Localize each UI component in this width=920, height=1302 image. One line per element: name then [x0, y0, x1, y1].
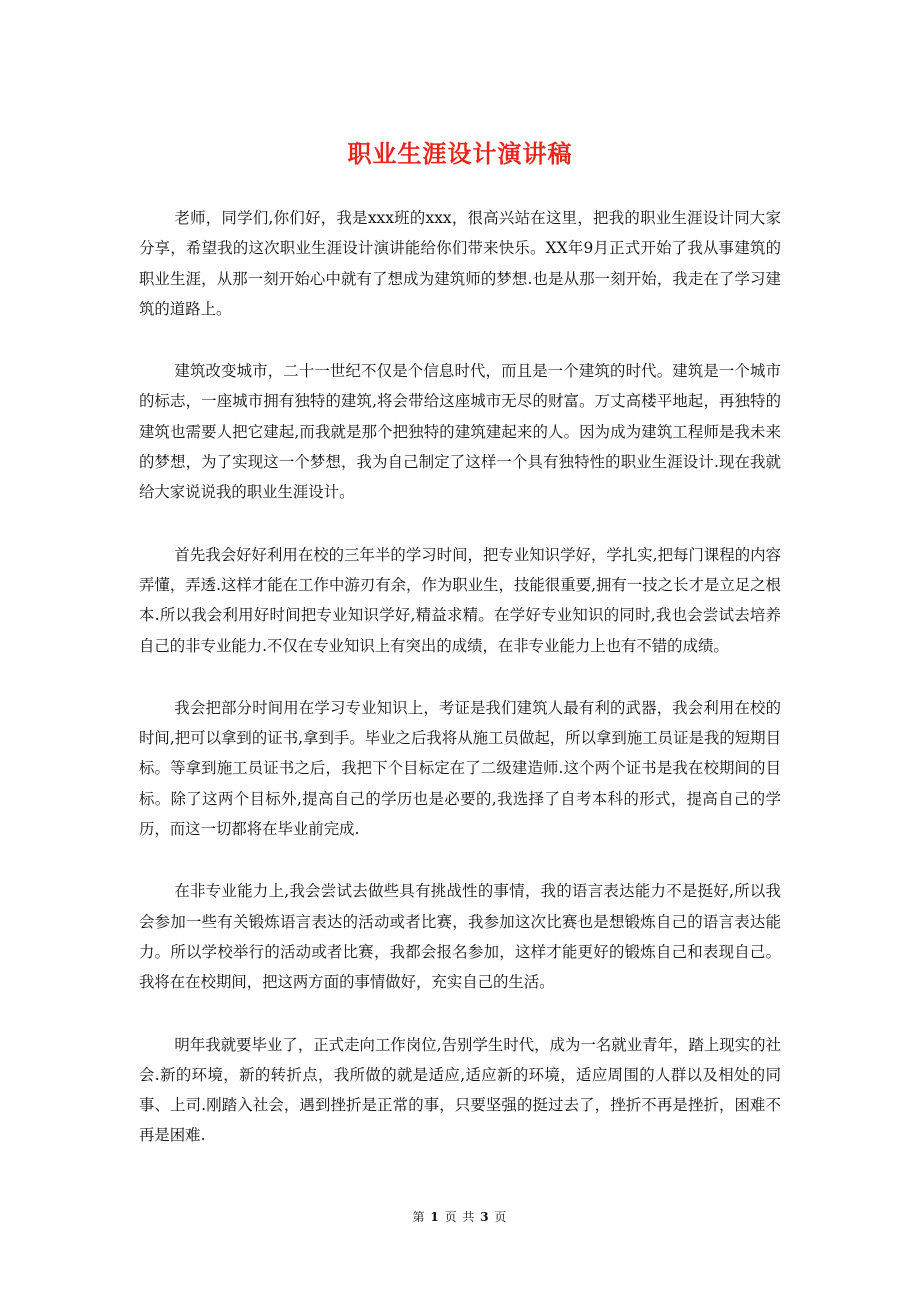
page-footer [0, 1208, 920, 1225]
current-page-number: 1 [430, 1210, 440, 1224]
paragraph: 在非专业能力上,我会尝试去做些具有挑战性的事情，我的语言表达能力不是挺好,所以我会参加一些有关锻炼语言表达的活动或者比赛，我参加这次比赛也是想锻炼自己的语言表达能力。所以学校举行的活动或者比赛，我都会报名参加，这样才能更好的锻炼自己和表现自己。我将在在校期间，把这两方面的事情做好，充实自己的生活。 [139, 882, 781, 992]
footer-suffix: 页 [494, 1210, 508, 1224]
paragraph: 老师，同学们,你们好，我是xxx班的xxx，很高兴站在这里，把我的职业生涯设计同大家分享，希望我的这次职业生涯设计演讲能给你们带来快乐。XX年9月正式开始了我从事建筑的职业生涯，从那一刻开始心中就有了想成为建筑师的梦想.也是从那一刻开始，我走在了学习建筑的道路上。 [139, 209, 781, 318]
paragraph: 首先我会好好利用在校的三年半的学习时间，把专业知识学好，学扎实,把每门课程的内容弄懂，弄透.这样才能在工作中游刃有余，作为职业生，技能很重要,拥有一技之长才是立足之根本.所以我会利用好时间把专业知识学好,精益求精。在学好专业知识的同时,我也会尝试去培养自己的非专业能力.不仅在专业知识上有突出的成绩，在非专业能力上也有不错的成绩。 [139, 545, 781, 655]
total-pages-number: 3 [480, 1210, 490, 1224]
footer-prefix: 第 [412, 1210, 426, 1224]
document-title: 职业生涯设计演讲稿 [347, 139, 573, 168]
footer-middle: 页 共 [444, 1210, 476, 1224]
paragraph: 明年我就要毕业了，正式走向工作岗位,告别学生时代，成为一名就业青年，踏上现实的社会.新的环境，新的转折点，我所做的就是适应,适应新的环境，适应周围的人群以及相处的同事、上司.刚踏入社会，遇到挫折是正常的事，只要坚强的挺过去了，挫折不再是挫折，困难不再是困难. [139, 1035, 781, 1145]
paragraph: 我会把部分时间用在学习专业知识上，考证是我们建筑人最有利的武器，我会利用在校的时间,把可以拿到的证书,拿到手。毕业之后我将从施工员做起，所以拿到施工员证是我的短期目标。等拿到施工员证书之后，我把下个目标定在了二级建造师.这个两个证书是我在校期间的目标。除了这两个目标外,提高自己的学历也是必要的,我选择了自考本科的形式，提高自己的学历，而这一切都将在毕业前完成. [139, 698, 781, 839]
paragraph: 建筑改变城市，二十一世纪不仅是个信息时代，而且是一个建筑的时代。建筑是一个城市的标志，一座城市拥有独特的建筑,将会带给这座城市无尽的财富。万丈高楼平地起，再独特的建筑也需要人把它建起,而我就是那个把独特的建筑建起来的人。因为成为建筑工程师是我未来的梦想，为了实现这一个梦想，我为自己制定了这样一个具有独特性的职业生涯设计.现在我就给大家说说我的职业生涯设计。 [139, 362, 781, 502]
document-body [139, 203, 781, 1183]
